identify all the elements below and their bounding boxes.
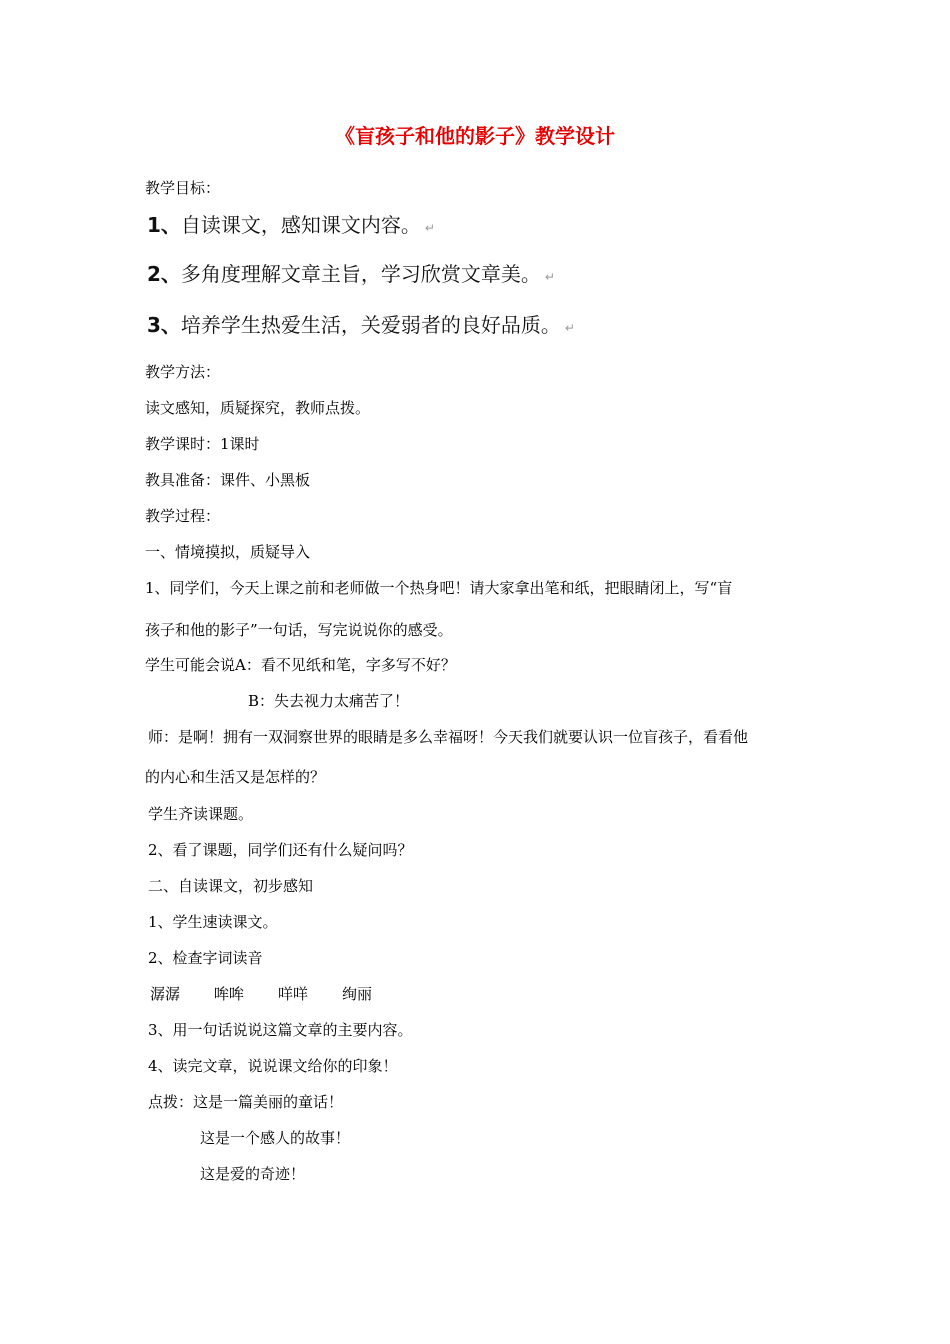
goals-label: 教学目标： [145,179,221,197]
paragraph-mark-icon: ↵ [544,270,555,284]
goal-number: 1、 [147,213,181,237]
method-label: 教学方法： [145,363,221,381]
student-answer-b: B：失去视力太痛苦了！ [248,692,410,710]
paragraph-1-line-1: 1、同学们，今天上课之前和老师做一个热身吧！请大家拿出笔和纸，把眼睛闭上，写“盲 [145,579,733,597]
step-3: 3、用一句话说说这篇文章的主要内容。 [148,1021,413,1039]
hint-line-3: 这是爱的奇迹！ [200,1165,306,1183]
step-2: 2、检查字词读音 [148,949,263,967]
goal-item-1 [147,211,435,242]
step-1: 1、学生速读课文。 [148,913,278,931]
paragraph-1-line-2: 孩子和他的影子”一句话，写完说说你的感受。 [145,621,453,639]
section-heading-2: 二、自读课文，初步感知 [148,877,314,895]
hint-line-2: 这是一个感人的故事！ [200,1129,351,1147]
word-item: 咩咩 [278,985,309,1003]
method-text: 读文感知，质疑探究，教师点拨。 [145,399,371,417]
teacher-line-1: 师：是啊！拥有一双洞察世界的眼睛是多么幸福呀！今天我们就要认识一位盲孩子，看看他 [148,728,749,746]
read-title-text: 学生齐读课题。 [148,805,254,823]
goal-text: 培养学生热爱生活，关爱弱者的良好品质。 [180,313,561,337]
paragraph-mark-icon: ↵ [424,221,435,235]
paragraph-mark-icon: ↵ [564,321,575,335]
section-heading-1: 一、情境摸拟，质疑导入 [145,543,311,561]
goal-item-3 [147,311,575,342]
paragraph-2: 2、看了课题，同学们还有什么疑问吗？ [148,841,413,859]
hours-text: 教学课时：1课时 [145,435,260,453]
step-4: 4、读完文章，说说课文给你的印象！ [148,1057,398,1075]
goal-number: 3、 [147,313,181,337]
word-item: 哞哞 [214,985,245,1003]
goal-item-2 [147,260,555,291]
goal-number: 2、 [147,262,181,286]
word-list [150,984,406,1004]
goal-text: 自读课文，感知课文内容。 [180,213,421,237]
document-title: 《盲孩子和他的影子》教学设计 [335,124,615,148]
word-item: 绚丽 [342,985,373,1003]
teacher-line-2: 的内心和生活又是怎样的？ [145,768,326,786]
student-answer-a: 学生可能会说A：看不见纸和笔，字多写不好？ [145,656,456,674]
tools-text: 教具准备：课件、小黑板 [145,471,311,489]
process-label: 教学过程： [145,507,221,525]
hint-line-1: 点拨：这是一篇美丽的童话！ [148,1093,344,1111]
word-item: 潺潺 [150,985,181,1003]
goal-text: 多角度理解文章主旨，学习欣赏文章美。 [180,262,541,286]
